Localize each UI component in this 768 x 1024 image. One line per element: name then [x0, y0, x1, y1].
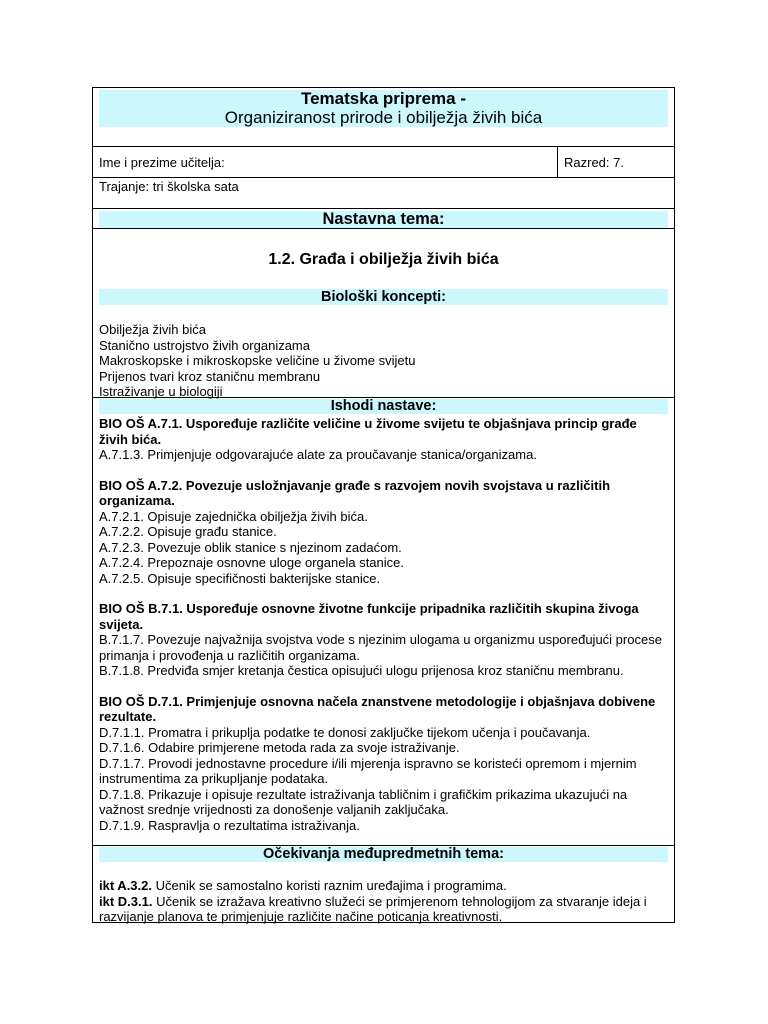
outcome-item: B.7.1.7. Povezuje najvažnija svojstva vode s njezinim ulogama u organizmu uspoređujući procese primanja i provođenja u različitih organizama.: [99, 632, 662, 663]
outcome-title: BIO OŠ A.7.1. Uspoređuje različite veličine u živome svijetu te objašnjava princip građe živih bića.: [99, 416, 637, 447]
cross-item: [99, 878, 668, 894]
duration-text: Trajanje: tri školska sata: [99, 179, 239, 194]
outcome-item: D.7.1.9. Raspravlja o rezultatima istraživanja.: [99, 817, 360, 833]
topic-content-row: [93, 228, 674, 398]
outcome-group-a72: [99, 478, 668, 587]
duration-row: [93, 177, 674, 209]
grade-label: Razred: 7.: [564, 155, 624, 170]
outcome-item: A.7.2.1. Opisuje zajednička obilježja živih bića.: [99, 508, 368, 524]
list-item: Prijenos tvari kroz staničnu membranu: [99, 368, 321, 384]
teacher-label: Ime i prezime učitelja:: [99, 155, 225, 170]
cross-item: [99, 894, 668, 925]
outcome-group-b71: [99, 601, 668, 679]
outcome-item: A.7.2.5. Opisuje specifičnosti bakterijske stanice.: [99, 570, 381, 586]
outcome-group-a71: [99, 416, 668, 463]
outcome-item: A.7.2.3. Povezuje oblik stanice s njezinom zadaćom.: [99, 539, 402, 555]
grade-divider: [557, 147, 558, 178]
outcome-item: B.7.1.8. Predviđa smjer kretanja čestica opisujući ulogu prijenosa kroz staničnu membranu.: [99, 663, 624, 678]
cross-code: ikt D.3.1.: [99, 893, 153, 909]
concepts-list: [99, 322, 415, 400]
outcome-item: A.7.2.2. Opisuje građu stanice.: [99, 524, 277, 539]
list-item: Stanično ustrojstvo živih organizama: [99, 337, 310, 353]
outcome-group-d71: [99, 694, 668, 834]
outcomes-heading: Ishodi nastave:: [99, 399, 668, 414]
outcome-item: A.7.1.3. Primjenjuje odgovarajuće alate za proučavanje stanica/organizama.: [99, 447, 537, 462]
topic-heading: Nastavna tema:: [99, 211, 668, 228]
teacher-row: [93, 146, 674, 178]
cross-row: [93, 845, 674, 923]
outcomes-row: [93, 397, 674, 846]
outcome-title: BIO OŠ D.7.1. Primjenjuje osnovna načela znanstvene metodologije i objašnjava dobivene rezultate.: [99, 693, 656, 724]
outcome-item: A.7.2.4. Prepoznaje osnovne uloge organela stanice.: [99, 555, 404, 570]
cross-code: ikt A.3.2.: [99, 878, 152, 893]
cross-text: Učenik se samostalno koristi raznim uređajima i programima.: [151, 878, 507, 893]
page-subtitle: Organiziranost prirode i obilježja živih bića: [224, 108, 543, 127]
concepts-heading: Biološki koncepti:: [99, 289, 668, 305]
list-item: Istraživanje u biologiji: [99, 384, 223, 399]
list-item: Makroskopske i mikroskopske veličine u živome svijetu: [99, 353, 416, 368]
outcome-title: BIO OŠ A.7.2. Povezuje usložnjavanje građe s razvojem novih svojstava u različitih organizama.: [99, 477, 611, 508]
lesson-plan-table: [92, 87, 675, 923]
header-row: [93, 88, 674, 147]
outcome-item: D.7.1.6. Odabire primjerene metoda rada za svoje istraživanje.: [99, 740, 460, 755]
outcome-item: D.7.1.8. Prikazuje i opisuje rezultate istraživanja tabličnim i grafičkim prikazima ukazujući na važnost srednje vrijednosti za donošenje valjanih zaključaka.: [99, 786, 628, 817]
topic-title: 1.2. Građa i obilježja živih bića: [268, 251, 499, 268]
cross-text: Učenik se izražava kreativno služeći se primjerenom tehnologijom za stvaranje ideja i razvijanje planova te primjenjuje različite načine poticanja kreativnosti.: [99, 893, 647, 924]
outcome-title: BIO OŠ B.7.1. Uspoređuje osnovne životne funkcije pripadnika različitih skupina živoga svijeta.: [99, 601, 639, 632]
outcome-item: D.7.1.1. Promatra i prikuplja podatke te donosi zaključke tijekom učenja i poučavanja.: [99, 724, 591, 740]
page-title: Tematska priprema -: [300, 89, 467, 108]
cross-body: [93, 862, 674, 925]
topic-heading-row: [93, 208, 674, 229]
outcomes-body: [93, 414, 674, 833]
header-box: [99, 90, 668, 127]
list-item: Obilježja živih bića: [99, 322, 206, 337]
outcome-item: D.7.1.7. Provodi jednostavne procedure i/ili mjerenja ispravno se koristeći opremom i mjernim instrumentima za prikupljanje podataka.: [99, 755, 637, 786]
cross-heading: Očekivanja međupredmetnih tema:: [99, 847, 668, 862]
